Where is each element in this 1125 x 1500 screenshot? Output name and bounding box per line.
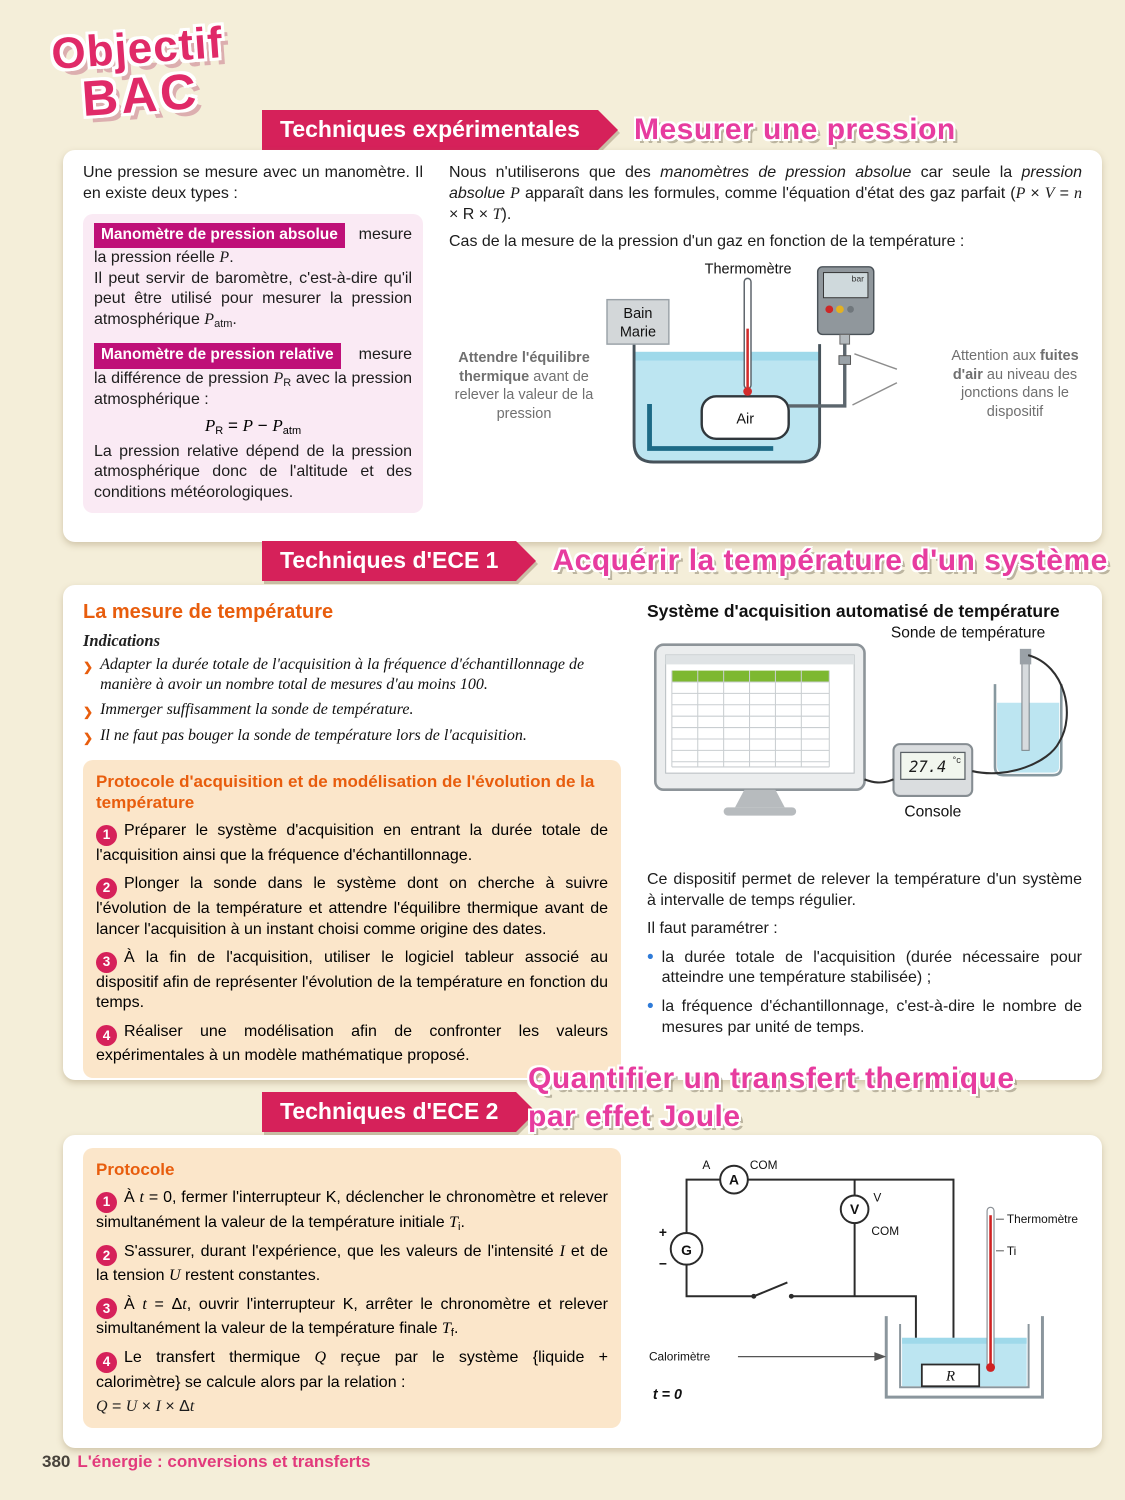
heading-mesure-temperature: La mesure de température xyxy=(83,601,334,623)
barometre-paragraph: Il peut servir de baromètre, c'est-à-dire qu'il peut être utilisé pour mesurer la pression atmosphérique $P_{atm}$. xyxy=(94,269,412,331)
calorimetre-label: Calorimètre xyxy=(648,1349,711,1364)
step-number-badge: 4 xyxy=(96,1352,117,1373)
protocole-joule-box xyxy=(83,1148,621,1428)
probe-label: Sonde de température xyxy=(890,624,1046,642)
chevron-bullet-icon xyxy=(83,726,93,748)
page-footer xyxy=(42,1452,371,1472)
step-text: S'assurer, durant l'expérience, que les valeurs de l'intensité I et de la tension U restent constantes. xyxy=(96,1242,609,1285)
bain-marie-diagram xyxy=(449,261,1082,495)
chapter-title: L'énergie : conversions et transferts xyxy=(77,1452,371,1471)
page-number: 380 xyxy=(42,1452,71,1471)
bain-marie-drawing xyxy=(601,261,901,491)
parametrer-paragraph: Il faut paramétrer : xyxy=(647,919,778,937)
protocol-step xyxy=(96,1188,608,1234)
section3-title xyxy=(528,1060,1015,1135)
temperature-display: 27.4 xyxy=(908,758,947,777)
pression-relative-paragraph: La pression relative dépend de la pression atmosphérique donc de l'altitude et des conditions météorologiques. xyxy=(94,442,412,502)
step-number-badge: 2 xyxy=(96,1245,117,1266)
step-number-badge: 2 xyxy=(96,878,117,899)
resistor-label: R xyxy=(945,1368,956,1385)
indication-item xyxy=(83,726,621,748)
yellow-button-icon xyxy=(836,306,844,314)
intro-paragraph: Une pression se mesure avec un manomètre. Il en existe deux types : xyxy=(83,164,423,202)
voltmeter-terminal-label: V xyxy=(873,1190,882,1205)
indication-text: Il ne faut pas bouger la sonde de température lors de l'acquisition. xyxy=(100,727,527,745)
minus-sign: − xyxy=(658,1255,667,1272)
red-button-icon xyxy=(825,306,833,314)
display-unit: °c xyxy=(952,754,961,765)
pressure-sensor-device xyxy=(818,267,874,344)
banner-techniques-ece-1: Techniques d'ECE 1 xyxy=(262,541,516,581)
logo-objectif: Objectif xyxy=(49,18,225,79)
ammeter-com-label: COM xyxy=(749,1157,778,1172)
logo-bac: BAC xyxy=(79,62,201,127)
card1-left-column xyxy=(83,163,423,529)
gray-button-icon xyxy=(847,306,854,313)
t0-label: t = 0 xyxy=(652,1387,683,1404)
card2-left-column xyxy=(83,599,621,1066)
calorimeter-callout xyxy=(649,1350,886,1364)
banner-techniques-ece-2: Techniques d'ECE 2 xyxy=(262,1092,516,1132)
step-text: Préparer le système d'acquisition en entrant la durée totale de l'acquisition ainsi que la fréquence d'échantillonnage. xyxy=(96,822,608,864)
section2-header xyxy=(262,541,1108,581)
protocole-acquisition-heading: Protocole d'acquisition et de modélisation de l'évolution de la température xyxy=(96,771,595,813)
switch-blade-icon xyxy=(754,1282,788,1296)
title-mesurer-une-pression: Mesurer une pression xyxy=(633,113,956,146)
acquisition-system-diagram xyxy=(647,624,1082,864)
generator-letter: G xyxy=(681,1241,692,1258)
acquisition-drawing xyxy=(647,624,1082,864)
bain-label: Bain xyxy=(623,306,653,323)
title-acquerir-temperature: Acquérir la température d'un système xyxy=(552,544,1108,577)
protocole-acquisition-box xyxy=(83,760,621,1078)
card-acquerir-temperature xyxy=(63,585,1102,1080)
thermometre-label: Thermomètre xyxy=(1006,1212,1079,1227)
step-text: À t = 0, fermer l'interrupteur K, déclencher le chronomètre et relever simultanément la valeur de la température initiale $T_i$. xyxy=(96,1189,608,1233)
indication-text: Adapter la durée totale de l'acquisition à la fréquence d'échantillonnage de manière à avoir un nombre total de mesures d'au moins 100. xyxy=(100,656,585,694)
chevron-bullet-icon xyxy=(83,700,93,722)
joule-circuit-diagram xyxy=(647,1148,1082,1403)
air-label: Air xyxy=(736,411,755,428)
pressure-formula: $P_R = P - P_{atm}$ xyxy=(204,415,302,437)
step-number-badge: 3 xyxy=(96,952,117,973)
card1-right-column xyxy=(449,163,1082,529)
ammeter-terminal-label: A xyxy=(702,1157,711,1172)
case-paragraph: Cas de la mesure de la pression d'un gaz en fonction de la température : xyxy=(449,233,965,251)
step-text: Plonger la sonde dans le système dont on cherche à suivre l'évolution de la température et attendre l'équilibre thermique avant de lancer l'acquisition à un instant choisi comme origine des dates. xyxy=(96,875,608,938)
dot-bullet-icon xyxy=(647,997,654,1039)
parameter-text: la durée totale de l'acquisition (durée nécessaire pour atteindre une température stabilisée) ; xyxy=(661,948,1082,987)
bar-unit-label: bar xyxy=(851,273,865,284)
manometre-relative-text: mesure la différence de pression $P_R$ avec la pression atmosphérique : xyxy=(94,346,413,408)
card-effet-joule xyxy=(63,1135,1102,1448)
parameter-item xyxy=(647,997,1082,1039)
calorimeter-vessel xyxy=(886,1316,1042,1397)
step-text: À la fin de l'acquisition, utiliser le logiciel tableur associé au dispositif afin de représenter l'évolution de la température en fonction du temps. xyxy=(96,949,608,1012)
indication-item xyxy=(83,655,621,696)
protocol-step xyxy=(96,948,608,1014)
voltmeter-com-label: COM xyxy=(871,1223,900,1238)
manometer-types-box xyxy=(83,214,423,513)
air-pocket xyxy=(702,396,789,439)
title-quantifier-line1: Quantifier un transfert thermique xyxy=(528,1062,1015,1095)
manometre-absolue-text: mesure la pression réelle P. xyxy=(94,225,412,266)
step-number-badge: 3 xyxy=(96,1298,117,1319)
card-mesurer-pression xyxy=(63,150,1102,542)
manometre-absolue-paragraph xyxy=(94,223,412,269)
note-fuites-air: Attention aux fuites d'air au niveau des jonctions dans le dispositif xyxy=(951,348,1079,420)
card2-right-column xyxy=(647,599,1082,1066)
manometre-relative-paragraph xyxy=(94,343,412,410)
step-number-badge: 1 xyxy=(96,1192,117,1213)
console-label: Console xyxy=(904,803,962,821)
step-number-badge: 4 xyxy=(96,1025,117,1046)
protocole-heading: Protocole xyxy=(96,1160,175,1179)
protocol-step xyxy=(96,821,608,866)
protocol-step xyxy=(96,1348,608,1393)
section1-header xyxy=(262,110,956,150)
joule-formula: Q = U × I × Δt xyxy=(96,1397,195,1415)
attention-pointer-lines xyxy=(852,354,896,405)
note-equilibre-thermique: Attendre l'équilibre thermique avant de relever la valeur de la pression xyxy=(454,350,594,422)
absolute-manometer-paragraph: Nous n'utiliserons que des manomètres de pression absolue car seule la pression absolue P apparaît dans les formules, comme l'équation d'état des gaz parfait (P × V = n × R × T). xyxy=(449,164,1083,223)
indication-item xyxy=(83,700,621,722)
thermometer-label: Thermomètre xyxy=(704,261,792,278)
parameter-text: la fréquence d'échantillonnage, c'est-à-dire le nombre de mesures par unité de temps. xyxy=(661,998,1082,1037)
chip-manometre-absolue: Manomètre de pression absolue xyxy=(94,223,345,248)
generator xyxy=(659,1224,702,1272)
protocol-step xyxy=(96,1242,608,1287)
temperature-probe-icon xyxy=(1022,651,1029,750)
protocol-step xyxy=(96,1295,608,1341)
marie-label: Marie xyxy=(619,324,657,341)
card3-left-column xyxy=(83,1148,621,1435)
chevron-bullet-icon xyxy=(83,655,93,696)
voltmeter-letter: V xyxy=(849,1201,860,1218)
ammeter-letter: A xyxy=(729,1171,740,1188)
voltmeter xyxy=(841,1190,899,1238)
plus-sign: + xyxy=(658,1223,667,1240)
indications-label: Indications xyxy=(83,631,161,650)
indication-text: Immerger suffisamment la sonde de température. xyxy=(100,700,414,718)
objectif-bac-logo xyxy=(41,17,238,130)
thermometer-icon xyxy=(743,279,752,396)
step-text: Le transfert thermique Q reçue par le système {liquide + calorimètre} se calcule alors par la relation : xyxy=(96,1349,608,1391)
card3-right-column xyxy=(647,1148,1082,1435)
bain-marie-label-box xyxy=(607,300,669,344)
step-text: À t = Δt, ouvrir l'interrupteur K, arrêter le chronomètre et relever simultanément la valeur de la température finale $T_f$. xyxy=(96,1295,608,1340)
dispositif-paragraph: Ce dispositif permet de relever la température d'un système à intervalle de temps régulier. xyxy=(647,871,1082,910)
title-quantifier-line2: par effet Joule xyxy=(528,1099,741,1133)
ti-label: Ti xyxy=(1006,1243,1017,1258)
parameter-item xyxy=(647,948,1082,990)
ammeter xyxy=(702,1158,777,1194)
protocol-step xyxy=(96,874,608,940)
step-text: Réaliser une modélisation afin de confronter les valeurs expérimentales à un modèle mathématique proposé. xyxy=(96,1023,608,1065)
computer-monitor xyxy=(655,645,864,816)
banner-techniques-experimentales: Techniques expérimentales xyxy=(262,110,598,150)
step-number-badge: 1 xyxy=(96,825,117,846)
console-device xyxy=(893,744,972,820)
dot-bullet-icon xyxy=(647,948,654,990)
heading-systeme-acquisition: Système d'acquisition automatisé de température xyxy=(647,601,1060,621)
chip-manometre-relative: Manomètre de pression relative xyxy=(94,343,341,368)
beaker-with-probe xyxy=(995,649,1061,775)
